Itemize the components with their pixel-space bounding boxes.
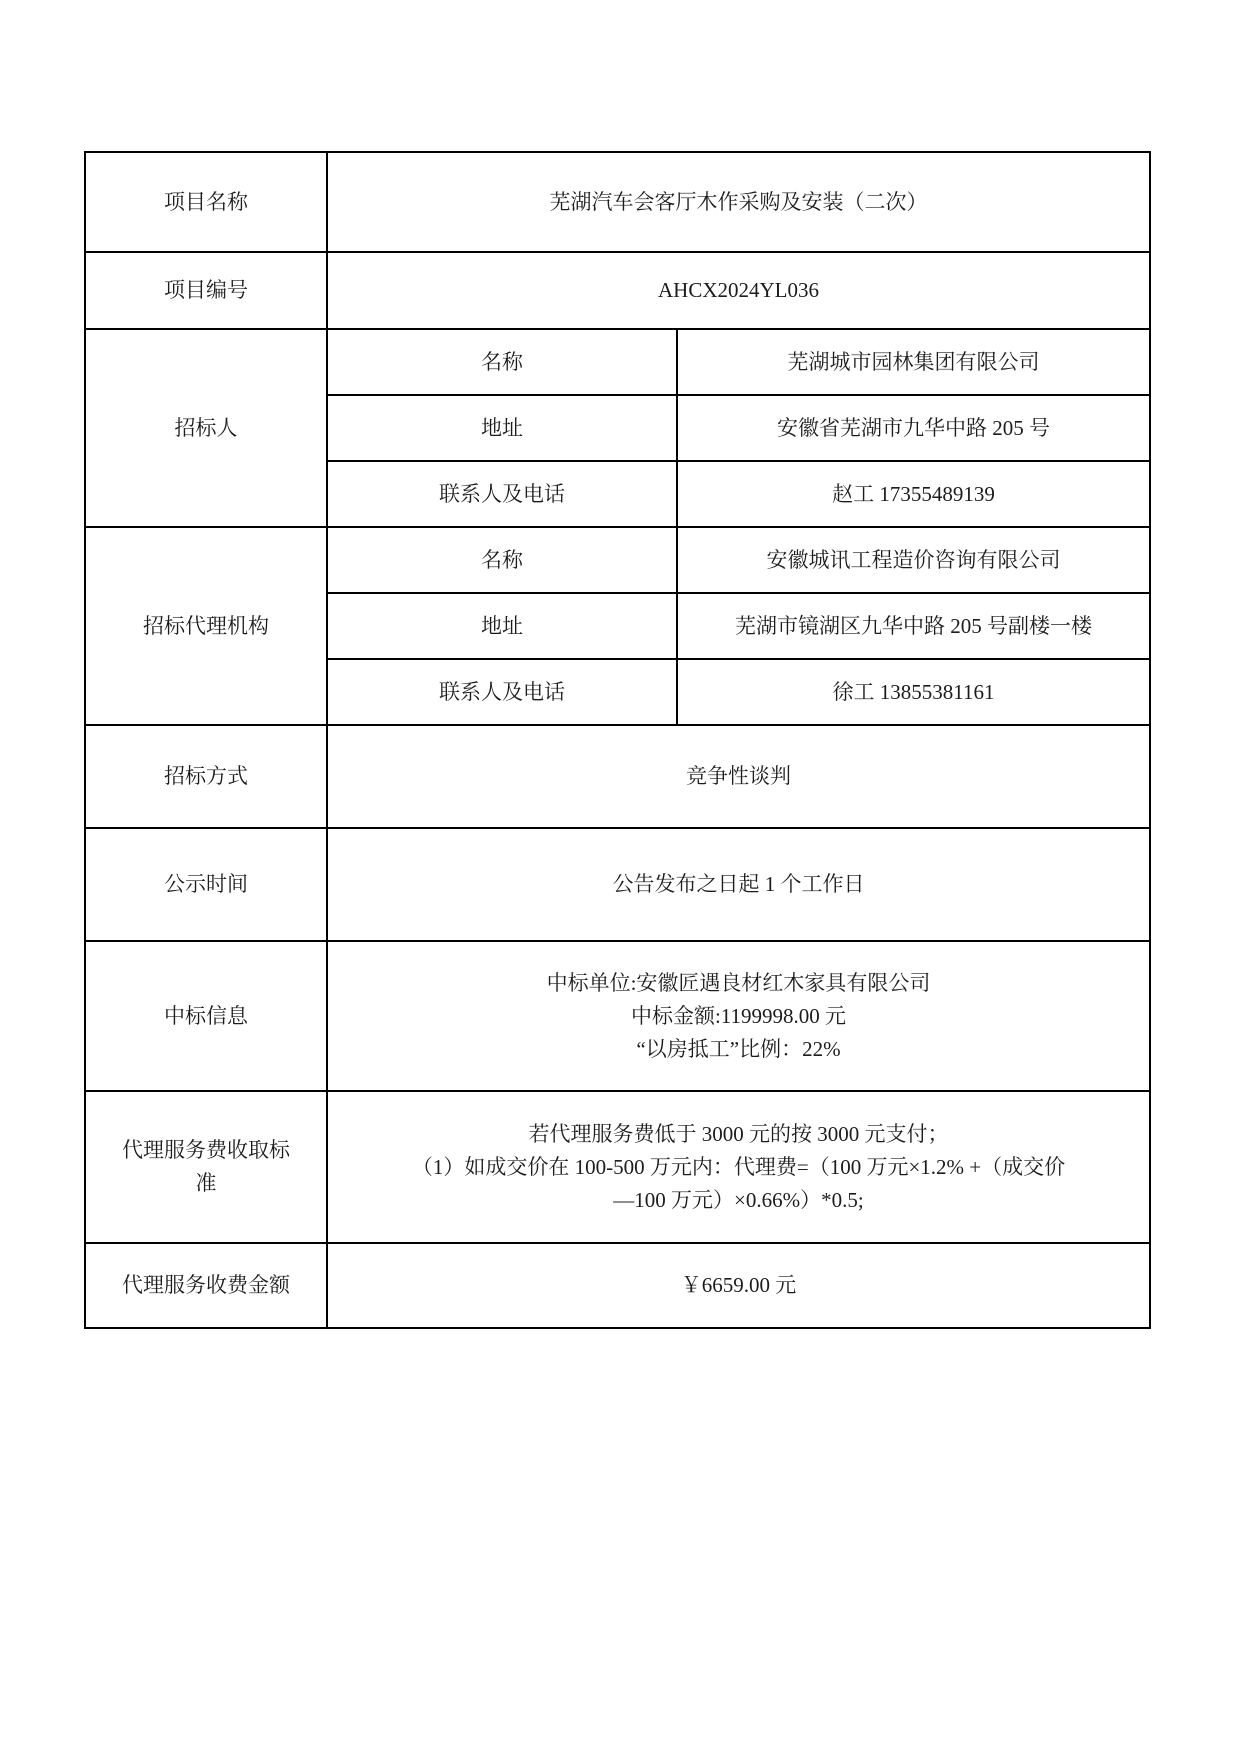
table-row	[85, 941, 1150, 1091]
agency-address-value: 芜湖市镜湖区九华中路 205 号副楼一楼	[677, 593, 1150, 659]
fee-standard-line-3: —100 万元）×0.66%）*0.5;	[613, 1187, 864, 1212]
fee-standard-label	[85, 1091, 327, 1243]
tenderer-label: 招标人	[85, 329, 327, 527]
table-row	[85, 329, 1150, 395]
award-info-cell	[327, 941, 1150, 1091]
agency-name-value: 安徽城讯工程造价咨询有限公司	[677, 527, 1150, 593]
fee-standard-line-2: （1）如成交价在 100-500 万元内：代理费=（100 万元×1.2% +（成交价	[411, 1154, 1066, 1179]
table-row	[85, 527, 1150, 593]
fee-amount-value: ￥6659.00 元	[327, 1243, 1150, 1328]
table-row	[85, 1243, 1150, 1328]
tenderer-name-value: 芜湖城市园林集团有限公司	[677, 329, 1150, 395]
project-name-label: 项目名称	[85, 152, 327, 252]
fee-standard-line-1: 若代理服务费低于 3000 元的按 3000 元支付；	[528, 1121, 949, 1146]
fee-standard-cell	[327, 1091, 1150, 1243]
fee-amount-label: 代理服务收费金额	[85, 1243, 327, 1328]
award-label: 中标信息	[85, 941, 327, 1091]
award-amount-line: 中标金额:1199998.00 元	[630, 1003, 847, 1028]
tenderer-address-value: 安徽省芜湖市九华中路 205 号	[677, 395, 1150, 461]
fee-standard-label-text: 代理服务费收取标准	[122, 1138, 290, 1195]
tenderer-address-label: 地址	[327, 395, 677, 461]
table-row	[85, 725, 1150, 828]
agency-label: 招标代理机构	[85, 527, 327, 725]
tenderer-contact-value: 赵工 17355489139	[677, 461, 1150, 527]
table-row	[85, 1091, 1150, 1243]
tenderer-contact-label: 联系人及电话	[327, 461, 677, 527]
method-value: 竞争性谈判	[327, 725, 1150, 828]
publicity-label: 公示时间	[85, 828, 327, 941]
table-row	[85, 152, 1150, 252]
award-winner-line: 中标单位:安徽匠遇良材红木家具有限公司	[546, 970, 931, 995]
bid-announcement-table	[84, 151, 1151, 1329]
project-code-value: AHCX2024YL036	[327, 252, 1150, 329]
table-row	[85, 252, 1150, 329]
project-code-label: 项目编号	[85, 252, 327, 329]
agency-contact-label: 联系人及电话	[327, 659, 677, 725]
project-name-value: 芜湖汽车会客厅木作采购及安装（二次）	[327, 152, 1150, 252]
agency-name-label: 名称	[327, 527, 677, 593]
award-ratio-line: “以房抵工”比例：22%	[636, 1036, 841, 1061]
method-label: 招标方式	[85, 725, 327, 828]
publicity-value: 公告发布之日起 1 个工作日	[327, 828, 1150, 941]
table-row	[85, 828, 1150, 941]
tenderer-name-label: 名称	[327, 329, 677, 395]
agency-contact-value: 徐工 13855381161	[677, 659, 1150, 725]
agency-address-label: 地址	[327, 593, 677, 659]
